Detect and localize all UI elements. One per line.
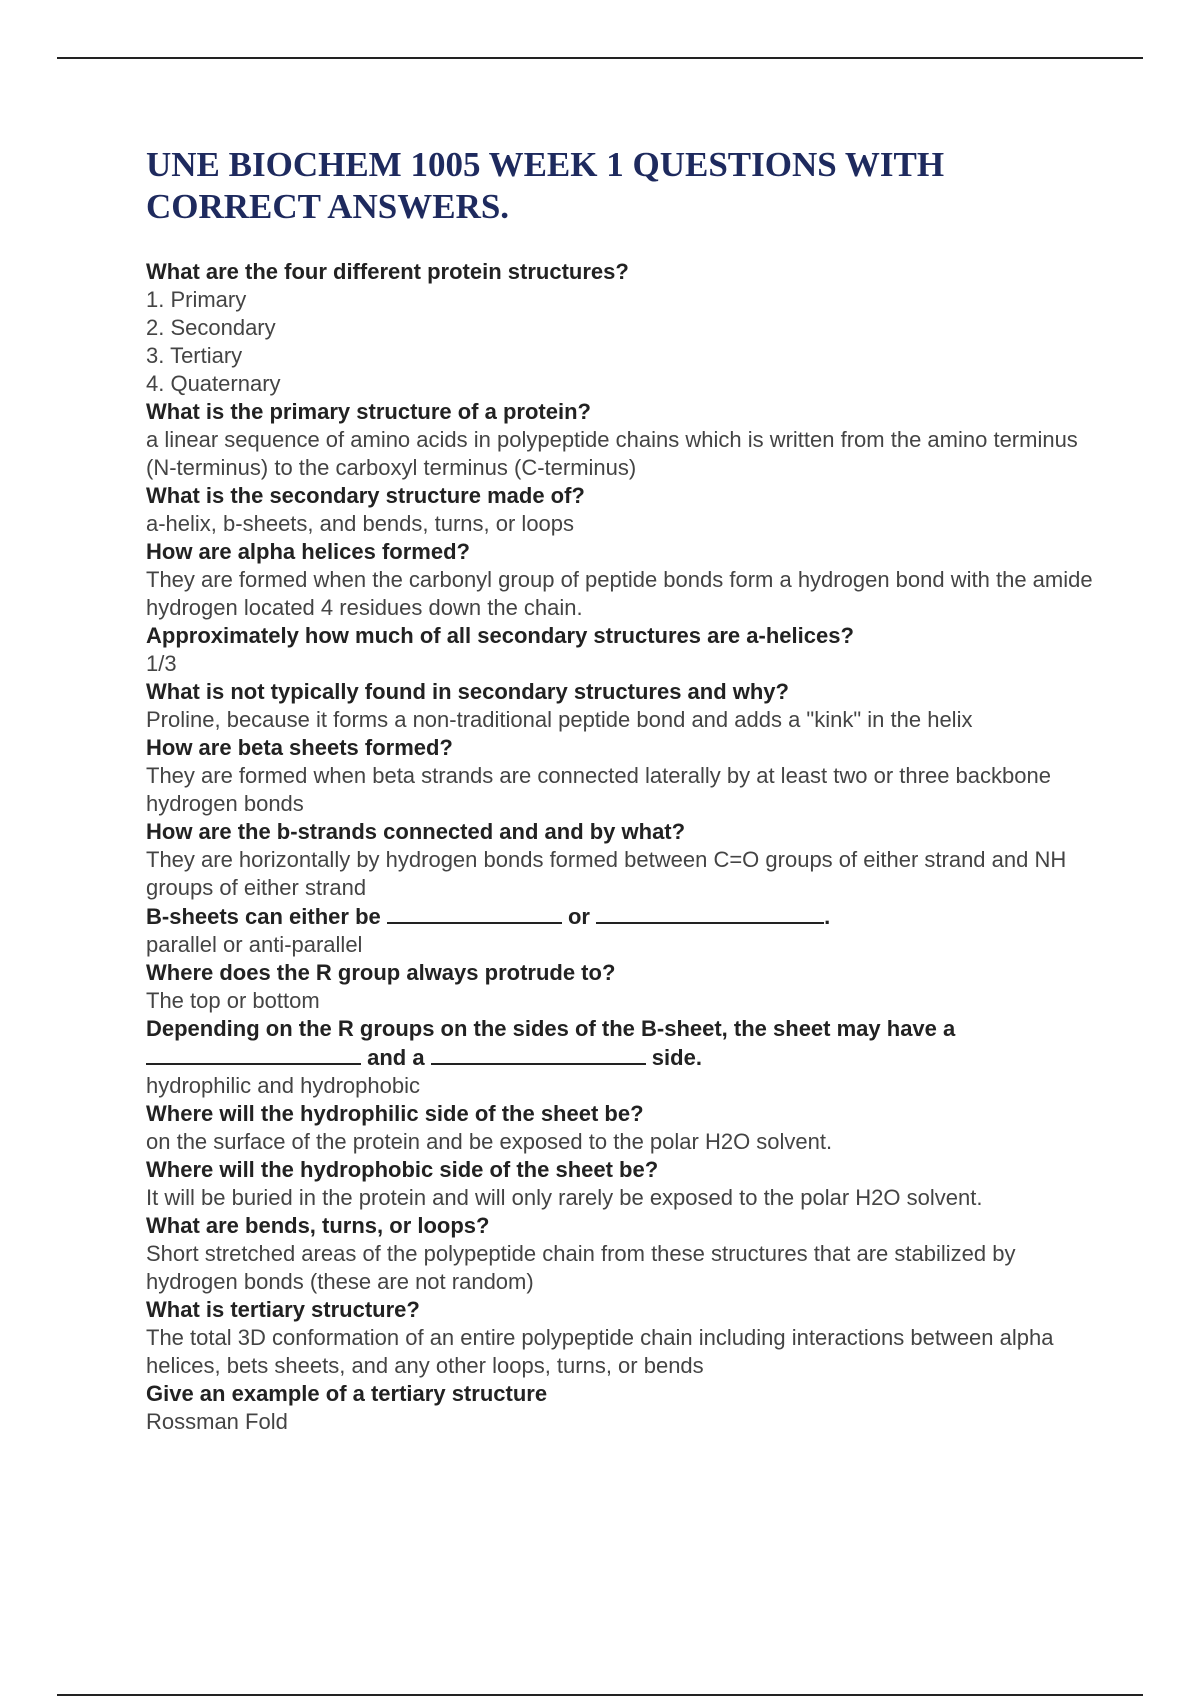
question-fill-blank [146, 902, 1106, 931]
answer-line: 4. Quaternary [146, 371, 281, 396]
answer: Short stretched areas of the polypeptide chain from these structures that are stabilized by hydrogen bonds (these are not random) [146, 1241, 1016, 1294]
fill-blank [596, 902, 824, 924]
question: How are the b-strands connected and and by what? [146, 819, 686, 844]
answer: Rossman Fold [146, 1409, 288, 1434]
fill-blank [431, 1043, 646, 1065]
question: What is the primary structure of a protein? [146, 399, 591, 424]
document-title: UNE BIOCHEM 1005 WEEK 1 QUESTIONS WITH CORRECT ANSWERS. [146, 145, 945, 226]
qa-block [146, 258, 1106, 1436]
answer-line: 3. Tertiary [146, 343, 243, 368]
question: What is tertiary structure? [146, 1297, 420, 1322]
answer-line: 2. Secondary [146, 315, 276, 340]
answer: a linear sequence of amino acids in polypeptide chains which is written from the amino terminus (N-terminus) to the carboxyl terminus (C-terminus) [146, 427, 1078, 480]
answer: They are horizontally by hydrogen bonds formed between C=O groups of either strand and NH groups of either strand [146, 847, 1067, 900]
answer: hydrophilic and hydrophobic [146, 1073, 420, 1098]
question: How are alpha helices formed? [146, 539, 470, 564]
answer: The total 3D conformation of an entire polypeptide chain including interactions between alpha helices, bets sheets, and any other loops, turns, or bends [146, 1325, 1054, 1378]
question: How are beta sheets formed? [146, 735, 453, 760]
question: What is the secondary structure made of? [146, 483, 585, 508]
question-text: B-sheets can either be [146, 904, 387, 929]
question: What are bends, turns, or loops? [146, 1213, 490, 1238]
question-text: and a [361, 1045, 431, 1070]
question: Where will the hydrophobic side of the sheet be? [146, 1157, 659, 1182]
answer: on the surface of the protein and be exposed to the polar H2O solvent. [146, 1129, 833, 1154]
question: Where does the R group always protrude to? [146, 960, 616, 985]
question-text: or [561, 904, 597, 929]
top-rule [57, 57, 1143, 59]
question: Give an example of a tertiary structure [146, 1381, 548, 1406]
question: Approximately how much of all secondary structures are a-helices? [146, 623, 854, 648]
question: Where will the hydrophilic side of the sheet be? [146, 1101, 644, 1126]
question: What is not typically found in secondary structures and why? [146, 679, 789, 704]
answer: They are formed when the carbonyl group of peptide bonds form a hydrogen bond with the amide hydrogen located 4 residues down the chain. [146, 567, 1093, 620]
bottom-rule [57, 1694, 1143, 1696]
fill-blank [387, 902, 562, 924]
question-text: side. [645, 1045, 702, 1070]
answer: It will be buried in the protein and will only rarely be exposed to the polar H2O solvent. [146, 1185, 983, 1210]
answer: a-helix, b-sheets, and bends, turns, or loops [146, 511, 575, 536]
answer: parallel or anti-parallel [146, 932, 363, 957]
answer: The top or bottom [146, 988, 320, 1013]
answer: 1/3 [146, 651, 177, 676]
question-text: . [824, 904, 831, 929]
fill-blank [146, 1043, 361, 1065]
answer: Proline, because it forms a non-traditional peptide bond and adds a "kink" in the helix [146, 707, 973, 732]
document-body [146, 144, 1106, 1436]
answer: They are formed when beta strands are connected laterally by at least two or three backbone hydrogen bonds [146, 763, 1051, 816]
answer-line: 1. Primary [146, 287, 247, 312]
question: What are the four different protein structures? [146, 259, 629, 284]
question-text: Depending on the R groups on the sides of the B-sheet, the sheet may have a [146, 1016, 956, 1041]
question-fill-blank [146, 1015, 1106, 1072]
